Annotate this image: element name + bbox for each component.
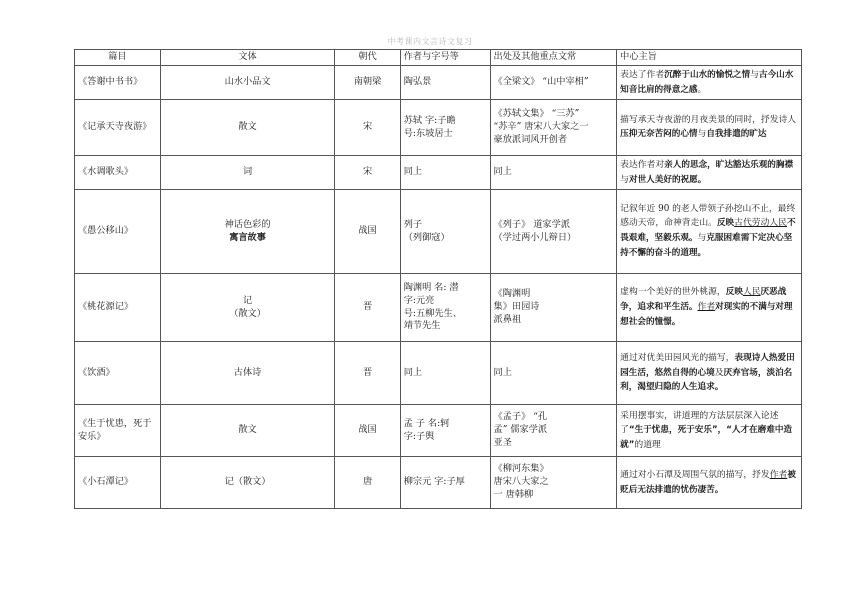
theme-text: 。 [697,84,707,95]
header-source: 出处及其他重点文常 [490,50,617,66]
theme-emphasis: 亲人的思念，旷达豁达乐观的胸襟 [664,159,794,170]
table-row [75,457,802,509]
theme-text: 的道理 [634,439,661,450]
source-line: 同上 [493,366,512,378]
theme-text: 记叙年近 90 的老人带领子孙挖山不止，最终感动天帝，命神背走山。 [620,204,796,229]
theme-emphasis: 沉醉于山水的愉悦之情 [664,69,751,80]
cell-theme [617,405,802,457]
source-line: 集》田园诗 [493,301,540,313]
theme-text: 古代劳动人民 [734,218,787,229]
author-line: 同上 [403,366,423,378]
genre-line: 散文 [238,424,257,436]
cell-dynasty: 唐 [335,457,400,509]
source-line: 一 唐韩柳 [493,488,534,500]
genre-line: 记（散文） [224,476,271,488]
author-line: 同上 [403,166,423,178]
cell-author [400,274,490,342]
source-line: 《陶渊明 [493,288,531,300]
cell-genre [160,100,335,156]
cell-title: 《饮酒》 [75,342,161,405]
cell-genre [160,342,335,405]
cell-source [490,274,617,342]
cell-genre [160,190,335,274]
cell-theme [617,190,802,274]
cell-title: 《愚公移山》 [75,190,161,274]
theme-emphasis: 对世人美好的祝愿。 [628,174,707,185]
cell-genre [160,274,335,342]
author-line: 孟 子 名:轲 [403,417,450,429]
cell-dynasty: 宋 [335,156,400,190]
theme-text: 通过对小石潭及周围气氛的描写，抒发 [620,469,770,480]
header-row [75,50,802,66]
cell-theme [617,156,802,190]
cell-source [490,342,617,405]
table-row [75,100,802,156]
cell-dynasty: 宋 [335,100,400,156]
header-genre: 文体 [160,50,335,66]
cell-theme [617,100,802,156]
cell-author [400,457,490,509]
theme-text: 与 [697,233,707,244]
cell-author [400,190,490,274]
cell-author [400,342,490,405]
table-row [75,66,802,100]
cell-author [400,66,490,100]
author-line: 靖节先生 [403,320,441,332]
source-line: 《孟子》 “孔 [493,411,548,423]
header-author: 作者与字号等 [400,50,490,66]
cell-source [490,66,617,100]
source-line: “苏辛” 唐宋八大家之一 [493,121,589,133]
source-line: 派鼻祖 [493,313,522,325]
genre-line: （散文） [229,307,266,319]
theme-text: 作者 [697,302,716,313]
source-line: 《列子》 道家学派 [493,218,570,230]
genre-line: 古体诗 [233,366,262,378]
author-line: 列子 [403,218,423,230]
theme-text: 与 [620,174,629,185]
cell-author [400,405,490,457]
author-line: 号:五柳先生、 [403,307,462,319]
theme-emphasis: 反映 [725,287,743,298]
source-line: 孟” 儒家学派 [493,424,548,436]
cell-title: 《桃花源记》 [75,274,161,342]
theme-text: 人民 [742,287,761,298]
header-dynasty: 朝代 [335,50,400,66]
table-row [75,156,802,190]
author-line: 陶渊明 名: 潜 [403,282,459,294]
header-theme: 中心主旨 [617,50,802,66]
cell-dynasty: 战国 [335,405,400,457]
cell-title: 《小石潭记》 [75,457,161,509]
genre-line: 山水小品文 [224,76,271,88]
cell-dynasty: 晋 [335,342,400,405]
header-title: 篇目 [75,50,161,66]
theme-text: 作者 [769,469,788,480]
source-line: 亚圣 [493,436,512,448]
source-line: 同上 [493,166,512,178]
cell-source [490,156,617,190]
theme-emphasis: 自我排遣的旷达 [706,129,767,140]
source-line: 豪放派词风开创者 [493,133,568,145]
source-line: 唐宋八大家之 [493,476,549,488]
cell-source [490,100,617,156]
theme-text: 描写承天寺夜游的月夜美景的同时，抒发诗人 [620,115,797,126]
theme-emphasis: 压抑无奈苦闷的心情 [620,129,698,140]
author-line: 陶弘景 [403,76,432,88]
genre-line: 神话色彩的 [224,218,271,230]
theme-emphasis: “生于忧患，死于安乐”，“人才在磨难中造就” [620,424,793,450]
theme-text: 及 [714,367,724,378]
cell-title: 《记承天寺夜游》 [75,100,161,156]
genre-line: 词 [242,166,253,178]
cell-genre [160,156,335,190]
cell-author [400,156,490,190]
genre-line: 散文 [238,121,257,133]
cell-source [490,457,617,509]
table-row [75,190,802,274]
review-table [74,49,802,509]
theme-text: 表达了作者 [620,69,665,80]
theme-emphasis: 不畏艰难，坚毅乐观。 [620,218,796,244]
table-row [75,274,802,342]
cell-genre [160,457,335,509]
author-line: 苏轼 字:子瞻 [403,114,456,126]
table-row [75,342,802,405]
theme-text: 表达作者对 [620,159,665,170]
genre-line: 记 [242,294,253,306]
theme-text: 虚构一个美好的世外桃源， [620,287,726,298]
author-line: 字:元亮 [403,294,435,306]
cell-theme [617,457,802,509]
theme-text: 与 [750,69,759,80]
page-title: 中考课内文言诗文复习 [387,37,473,46]
cell-dynasty: 晋 [335,274,400,342]
cell-title: 《生于忧患，死于安乐》 [75,405,161,457]
theme-emphasis: 厌恶战争，追求和平生活。 [620,287,787,313]
genre-line: 寓言故事 [229,231,266,243]
author-line: （列御寇） [403,231,450,243]
theme-emphasis: 古今山水知音比肩的得意之感 [620,69,794,95]
cell-source [490,405,617,457]
cell-theme [617,66,802,100]
table-row [75,405,802,457]
theme-emphasis: 被贬后无法排遣的忧伤凄苦。 [620,469,796,495]
theme-text: 与 [697,129,707,140]
theme-emphasis: 表现诗人热爱田园生活，悠然自得的心境 [620,352,795,378]
cell-title: 《水调歌头》 [75,156,161,190]
source-line: 《柳河东集》 [493,463,549,475]
author-line: 柳宗元 字:子厚 [403,476,465,488]
cell-title: 《答谢中书书》 [75,66,161,100]
cell-theme [617,342,802,405]
theme-emphasis: 对现实的不满与对理想社会的憧憬。 [620,302,793,327]
cell-dynasty: 南朝梁 [335,66,400,100]
cell-source [490,190,617,274]
theme-emphasis: 厌弃官场，淡泊名利，渴望归隐的人生追求。 [620,367,793,393]
source-line: 《全梁文》 “山中宰相” [493,76,589,88]
table-body [75,66,802,509]
theme-emphasis: 克服困难需下定决心坚持不懈的奋斗的道理。 [620,233,793,258]
theme-text: 采用摆事实，讲道理的方法层层深入论述了 [620,410,779,435]
source-line: （学过两小儿辩日） [493,231,577,243]
author-line: 字:子舆 [403,430,435,442]
theme-emphasis: 反映 [716,218,735,229]
cell-theme [617,274,802,342]
cell-author [400,100,490,156]
cell-genre [160,66,335,100]
author-line: 号:东坡居士 [403,127,453,139]
cell-dynasty: 战国 [335,190,400,274]
cell-genre [160,405,335,457]
theme-text: 通过对优美田园风光的描写， [620,352,735,363]
source-line: 《苏轼文集》 “三苏” [493,108,580,120]
